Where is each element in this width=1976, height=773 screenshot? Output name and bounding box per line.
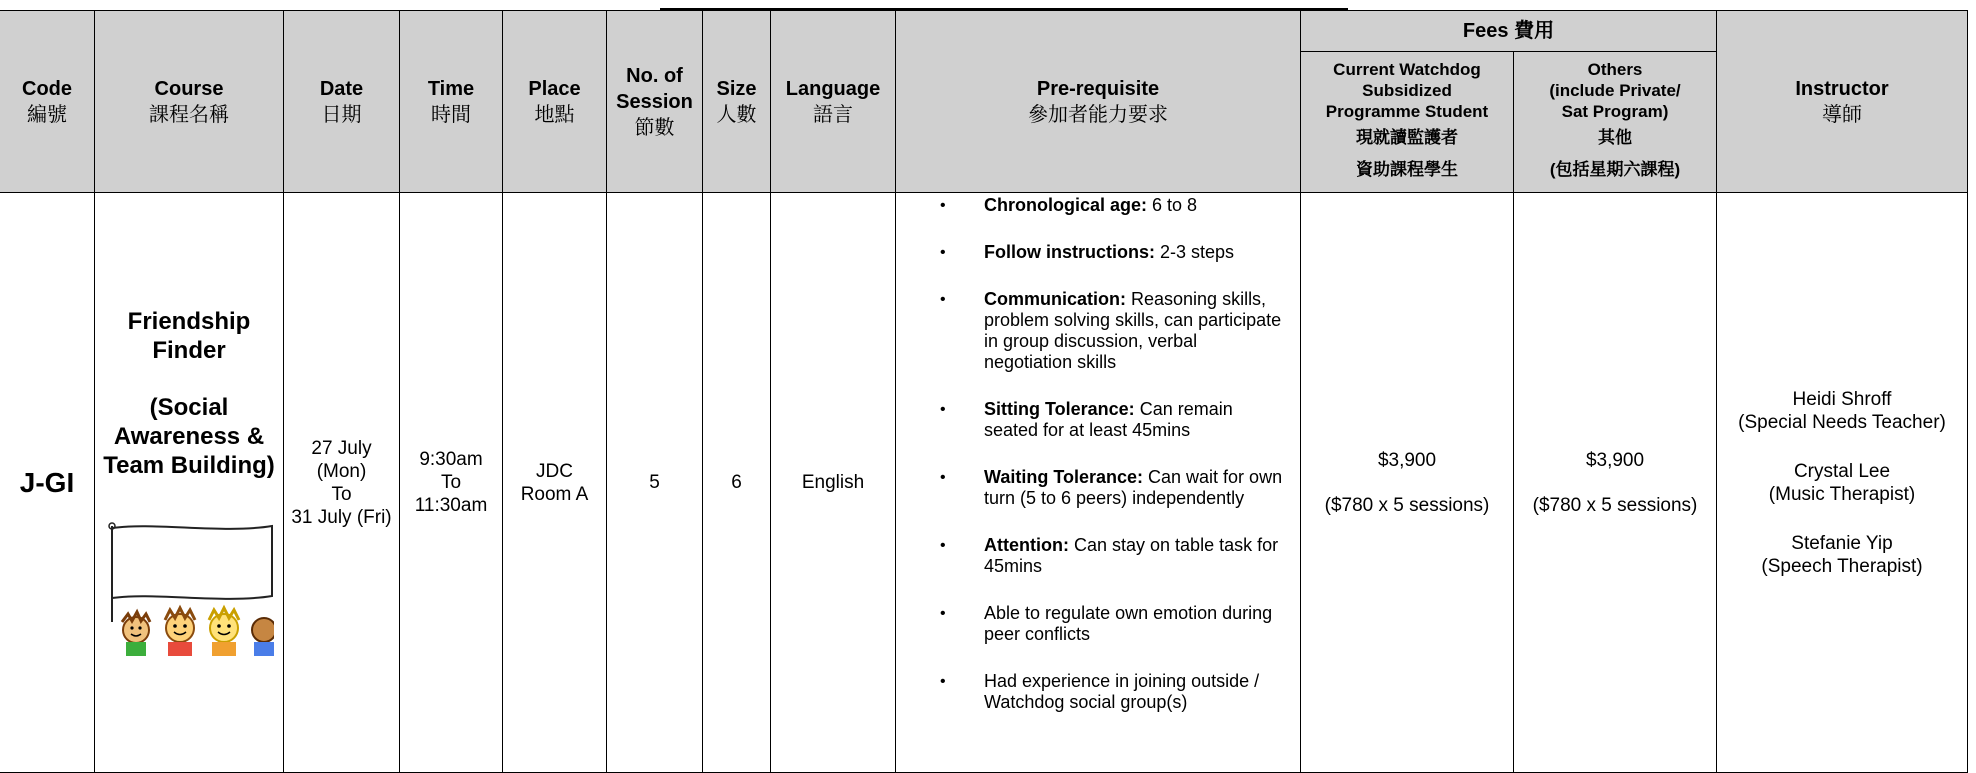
language-cell: English (771, 193, 896, 773)
header-fee-others: Others (include Private/ Sat Program) 其他 (包括星期六課程) (1514, 52, 1717, 193)
prerequisite-item: • Sitting Tolerance: Can remain seated for at least 45mins (984, 399, 1290, 441)
children-holding-banner-illustration (104, 518, 274, 658)
sessions-cell: 5 (607, 193, 703, 773)
table-row (0, 193, 1968, 773)
prerequisite-item: • Follow instructions: 2-3 steps (984, 242, 1290, 263)
prerequisite-item: • Attention: Can stay on table task for 45mins (984, 535, 1290, 577)
time-cell: 9:30am To 11:30am (400, 193, 503, 773)
instructor-role: (Special Needs Teacher) (1738, 411, 1946, 433)
prerequisite-list (896, 195, 1300, 713)
size-cell: 6 (703, 193, 771, 773)
fee-others-cell: $3,900 ($780 x 5 sessions) (1514, 193, 1717, 773)
course-name-cell (95, 193, 284, 773)
header-prerequisite: Pre-requisite 參加者能力要求 (896, 11, 1301, 193)
instructor-name: Crystal Lee (1793, 460, 1891, 482)
header-code: Code 編號 (0, 11, 95, 193)
prerequisite-item: • Chronological age: 6 to 8 (984, 195, 1290, 216)
course-schedule-table (0, 10, 1968, 773)
header-fees: Fees 費用 (1301, 11, 1717, 52)
instructor-name: Stefanie Yip (1791, 532, 1893, 554)
instructor-name: Heidi Shroff (1792, 388, 1892, 410)
prerequisite-item: • Waiting Tolerance: Can wait for own turn (5 to 6 peers) independently (984, 467, 1290, 509)
header-time: Time 時間 (400, 11, 503, 193)
prerequisite-cell (896, 193, 1301, 773)
fee-current-cell: $3,900 ($780 x 5 sessions) (1301, 193, 1514, 773)
prerequisite-item: • Able to regulate own emotion during peer conflicts (984, 603, 1290, 645)
header-place: Place 地點 (503, 11, 607, 193)
instructor-role: (Speech Therapist) (1761, 555, 1923, 577)
prerequisite-item: • Had experience in joining outside / Watchdog social group(s) (984, 671, 1290, 713)
header-instructor: Instructor 導師 (1717, 11, 1968, 193)
date-cell: 27 July (Mon) To 31 July (Fri) (284, 193, 400, 773)
instructor-cell (1717, 193, 1968, 773)
header-size: Size 人數 (703, 11, 771, 193)
header-date: Date 日期 (284, 11, 400, 193)
place-cell: JDC Room A (503, 193, 607, 773)
header-sessions: No. of Session 節數 (607, 11, 703, 193)
course-title: Friendship Finder (Social Awareness & Team Building) (103, 308, 275, 479)
prerequisite-item: • Communication: Reasoning skills, problem solving skills, can participate in group discussion, verbal negotiation skills (984, 289, 1290, 373)
instructor-role: (Music Therapist) (1768, 483, 1916, 505)
header-language: Language 語言 (771, 11, 896, 193)
header-fee-current: Current Watchdog Subsidized Programme Student 現就讀監護者 資助課程學生 (1301, 52, 1514, 193)
course-code: J-GI (0, 193, 95, 773)
header-course: Course 課程名稱 (95, 11, 284, 193)
